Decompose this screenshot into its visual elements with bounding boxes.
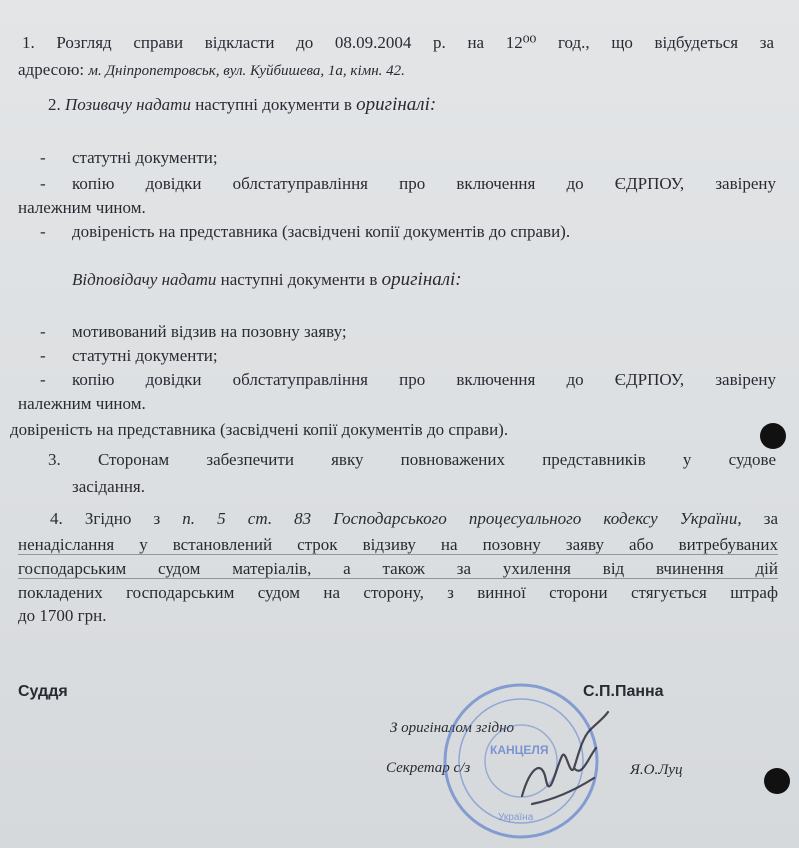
judge-name: С.П.Панна [583,683,664,700]
bullet-dash: - [40,346,46,365]
plaintiff-doc-1: статутні документи; [72,148,218,167]
original-note: З оригіналом згідно [390,720,515,736]
binder-hole [760,423,786,449]
copy-artifact-line [18,578,778,579]
item-4-code-ref: п. 5 ст. 83 Господарського процесуального кодексу України, [182,509,742,528]
item-2-num: 2. [48,95,65,114]
item-4-lead: 4. Згідно з [50,509,183,528]
item-2-original: оригіналі: [356,94,437,115]
defendant-heading [72,270,462,290]
item-4-line-3: господарським судом матеріалів, а також за ухилення від вчинення дій [18,559,778,578]
plaintiff-doc-2-cont: належним чином. [18,198,146,217]
item-2-heading [48,95,436,115]
defendant-doc-1: мотивований відзив на позовну заяву; [72,322,347,341]
item-4-lead-rest: за [741,509,779,528]
item-2-text: наступні документи в [190,95,357,114]
item-4-line-1 [50,509,778,529]
item-3-line-2: засідання. [72,477,145,496]
item-1-line-1 [22,33,774,53]
bullet-dash: - [40,370,46,389]
secretary-label: Секретар с/з [386,760,471,776]
defendant-doc-2: статутні документи; [72,346,218,365]
item-4-line-5: до 1700 грн. [18,606,107,625]
defendant-doc-3: копію довідки облстатуправління про включення до ЄДРПОУ, завірену [72,370,776,389]
item-1-line-2 [18,60,405,81]
defendant-original: оригіналі: [381,269,462,290]
item-2-plaintiff: Позивачу надати [65,95,191,114]
bullet-dash: - [40,322,46,341]
address-value: м. Дніпропетровськ, вул. Куйбишева, 1а, кімн. 42. [88,63,405,79]
bullet-dash: - [40,174,46,193]
judge-label: Суддя [18,683,68,700]
binder-hole [764,768,790,794]
stamp-text-country: Україна [498,812,534,823]
defendant-doc-4: довіреність на представника (засвідчені копії документів до справи). [10,420,509,439]
bullet-dash: - [40,222,46,241]
item-1-text: 1. Розгляд справи відкласти до 08.09.2004 р. на 12⁰⁰ год., що відбудеться за [22,33,774,52]
item-4-line-2: ненадіслання у встановлений строк відзиву на позовну заяву або витребуваних [18,535,778,554]
copy-artifact-line [18,554,778,555]
plaintiff-doc-3: довіреність на представника (засвідчені копії документів до справи). [72,222,571,241]
handwritten-signature-icon [512,708,617,818]
item-4-line-4: покладених господарським судом на сторону, з винної сторони стягується штраф [18,583,778,602]
secretary-name: Я.О.Луц [630,762,683,778]
defendant-label: Відповідачу надати [72,270,217,289]
defendant-text: наступні документи в [216,270,382,289]
stamp-text-office: КАНЦЕЛЯ [490,743,549,757]
defendant-doc-3-cont: належним чином. [18,394,146,413]
bullet-dash: - [40,148,46,167]
plaintiff-doc-2: копію довідки облстатуправління про включення до ЄДРПОУ, завірену [72,174,776,193]
item-3-line-1: 3. Сторонам забезпечити явку повноважених представників у судове [48,450,776,469]
address-label: адресою: [18,60,89,79]
